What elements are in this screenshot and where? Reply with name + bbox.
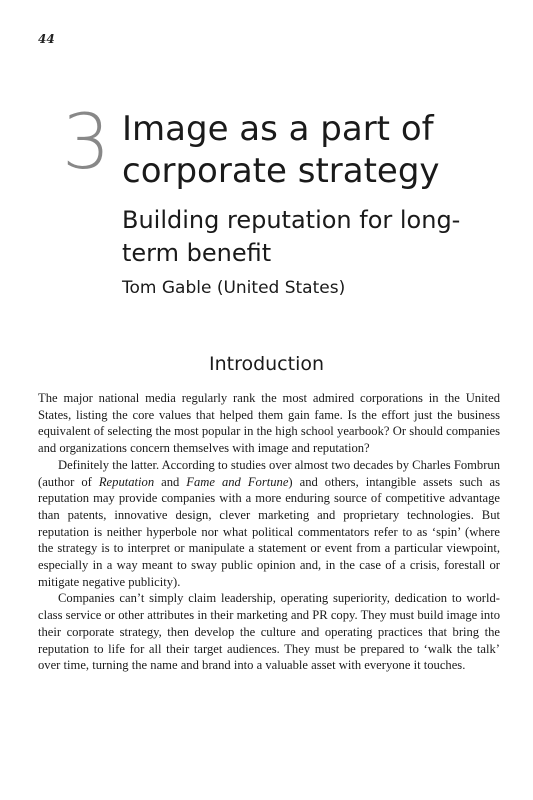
paragraph-1: The major national media regularly rank the most admired corporations in the United States, listing the core values that helped them gain fame. Is the effort just the business equivalent of selecting the most popular in the high school yearbook? Or should companies and organizations concern themselves with image and reputation?	[38, 391, 500, 456]
section-heading: Introduction	[208, 353, 325, 375]
chapter-number: 3	[62, 97, 111, 186]
paragraph-3: Companies can’t simply claim leadership, operating superiority, dedication to world-class service or other attributes in their marketing and PR copy. They must build image into their corporate strategy, then develop the culture and operating practices that bring the reputation to life for all their target audiences. They must be prepared to ‘walk the talk’ over time, turning the name and brand into a valuable asset with everyone it touches.	[38, 591, 500, 673]
paragraph-2-text-b: and	[154, 474, 187, 489]
book-title-fame-and-fortune: Fame and Fortune	[186, 474, 289, 489]
body-text	[38, 390, 500, 674]
chapter-title: Image as a part of corporate strategy	[122, 109, 440, 191]
paragraph-2-text-a: Definitely the latter. According to studies over almost two decades by Charles Fombrun (author of	[38, 457, 500, 489]
paragraph-2-text-c: ) and others, intangible assets such as reputation may provide companies with a more enduring source of competitive advantage than patents, innovative design, clever marketing and proprietary technologies. But reputation is neither hyperbole nor what political commentators refer to as ‘spin’ (where the strategy is to interpret or manipulate a statement or event from a particular viewpoint, especially in a way meant to sway public opinion and, in the case of a crisis, forestall or mitigate negative publicity).	[38, 474, 501, 589]
book-title-reputation: Reputation	[98, 474, 155, 489]
paragraph-2	[38, 457, 500, 591]
chapter-author: Tom Gable (United States)	[122, 278, 346, 298]
chapter-subtitle: Building reputation for long-term benefit	[122, 206, 461, 267]
page-number: 44	[38, 32, 55, 46]
